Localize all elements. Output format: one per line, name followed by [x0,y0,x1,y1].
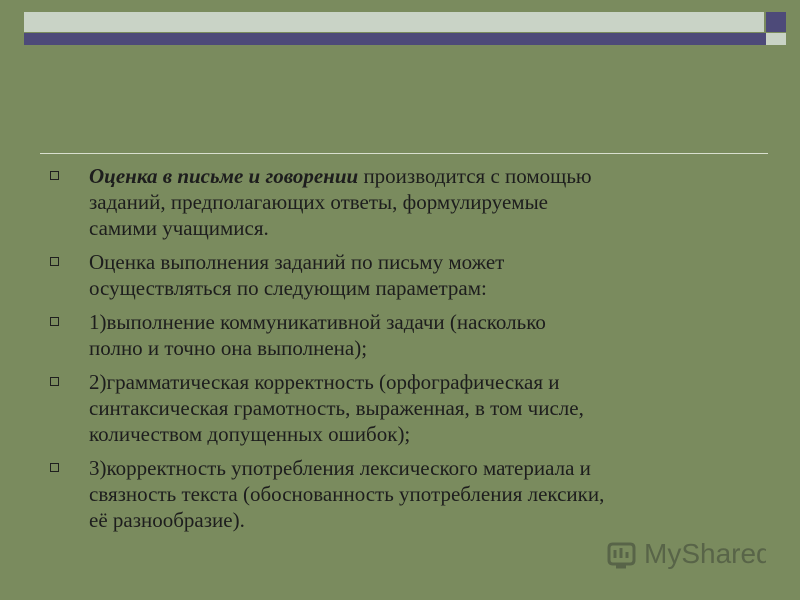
bullet-item-5 [50,455,750,533]
bullet-text-5: 3)корректность употребления лексического материала и связность текста (обоснованность употребления лексики, её разнообразие). [89,456,605,532]
square-bullet-icon [50,463,59,472]
bullet-text-3: 1)выполнение коммуникативной задачи (насколько полно и точно она выполнена); [89,310,546,360]
bullet-body-1: производится с помощью заданий, предполагающих ответы, формулируемые самими учащимися. [89,164,592,240]
header-corner-light [766,33,786,45]
bullet-text-1 [89,163,750,241]
header-band [24,12,764,32]
header-line [24,33,786,45]
content-divider [40,153,768,154]
bullet-item-2 [50,249,750,301]
bullet-emphasis-1: Оценка в письме и говорении [89,164,359,188]
watermark-text: MyShared [644,538,766,569]
header-corner-dark [766,12,786,32]
bullet-text-2: Оценка выполнения заданий по письму может осуществляться по следующим параметрам: [89,250,505,300]
square-bullet-icon [50,317,59,326]
bullet-text-4: 2)грамматическая корректность (орфографическая и синтаксическая грамотность, выраженная, в том числе, количеством допущенных ошибок); [89,370,584,446]
myshared-logo-icon [606,536,766,574]
square-bullet-icon [50,377,59,386]
bullet-item-3 [50,309,750,361]
bullet-item-4 [50,369,750,447]
bullet-item-1 [50,163,750,241]
square-bullet-icon [50,171,59,180]
square-bullet-icon [50,257,59,266]
myshared-watermark [606,536,766,574]
slide-content [50,163,750,541]
